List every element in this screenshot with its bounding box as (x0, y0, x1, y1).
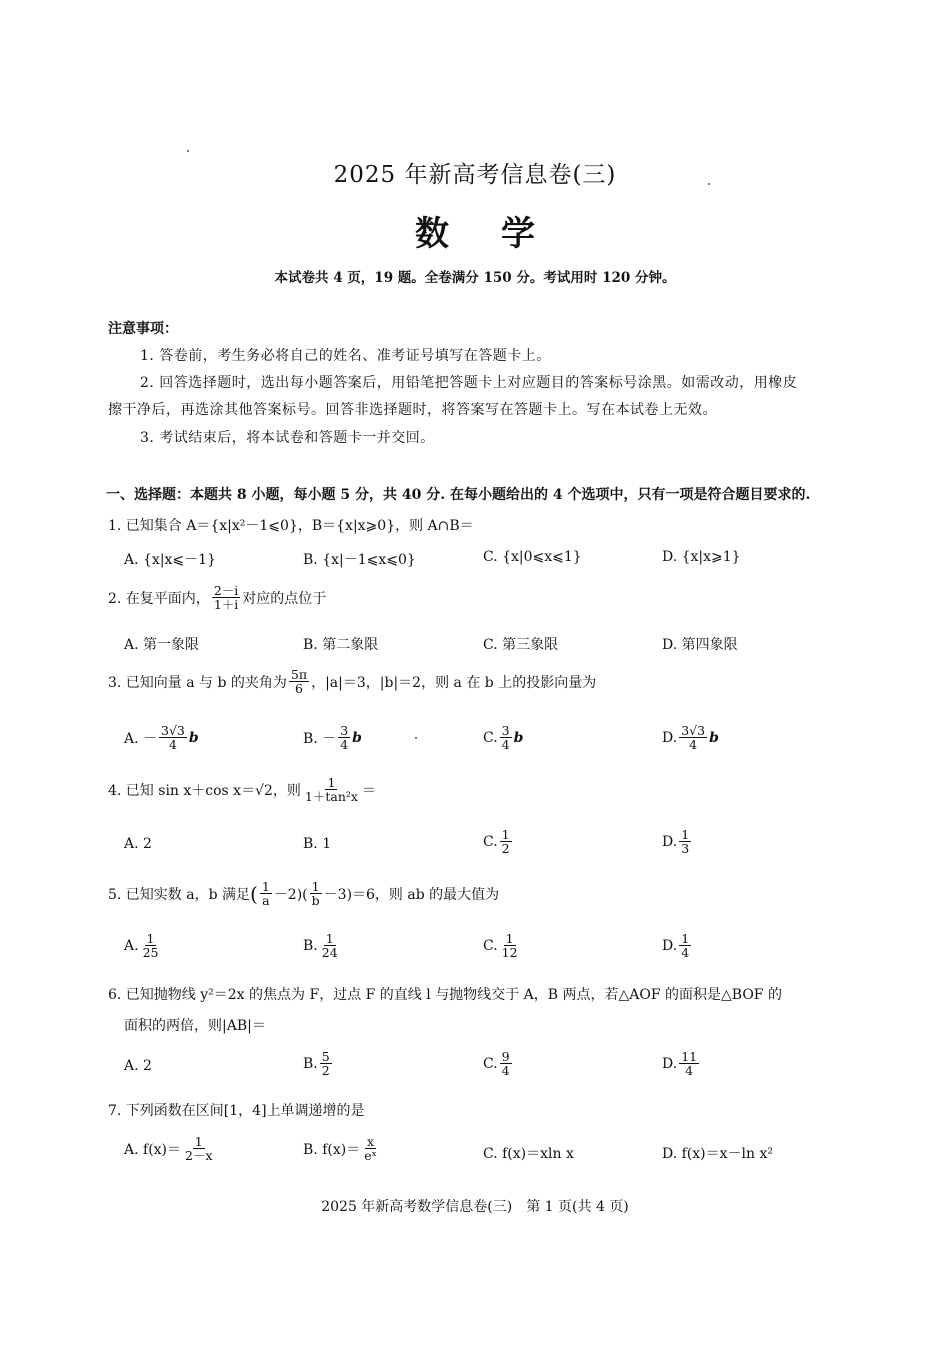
option-fraction (679, 932, 691, 959)
option-fraction (500, 724, 512, 751)
fraction-denominator: a (262, 893, 270, 909)
question-5-stem-post: －3)＝6，则 ab 的最大值为 (323, 886, 500, 903)
fraction-numerator: 1 (505, 931, 514, 946)
fraction-numerator: 3 (501, 723, 510, 738)
option-fraction (338, 724, 350, 751)
notice-item-2-cont: 擦干净后，再选涂其他答案标号。回答非选择题时，将答案写在答题卡上。写在本试卷上无效。 (108, 402, 717, 418)
question-2-option-a: A. 第一象限 (124, 637, 200, 653)
option-label: D. (662, 833, 678, 850)
fraction-numerator: 5 (321, 1049, 330, 1064)
vector-b: b (188, 729, 199, 746)
question-7-option-c (483, 1143, 574, 1163)
question-4-stem (108, 776, 376, 803)
notice-item-3: 3. 考试结束后，将本试卷和答题卡一并交回。 (140, 430, 435, 446)
question-5-middle: －2)( (273, 886, 308, 903)
question-4-option-c (483, 828, 514, 855)
question-5-option-b (303, 932, 342, 959)
question-2-stem (108, 584, 326, 611)
question-1-stem: 1. 已知集合 A＝{x|x²－1⩽0}，B＝{x|x⩾0}，则 A∩B＝ (108, 518, 474, 534)
option-label: B. (303, 1055, 318, 1072)
option-fraction (679, 1050, 699, 1077)
fraction-denominator: 4 (340, 737, 349, 753)
question-2-stem-pre: 2. 在复平面内， (108, 590, 210, 607)
option-fraction (141, 932, 161, 959)
fraction-denominator: 25 (142, 945, 159, 961)
question-5-stem-pre: 5. 已知实数 a，b 满足 (108, 886, 251, 903)
option-label: D. (662, 729, 678, 746)
fraction-numerator: 1 (681, 827, 690, 842)
fraction-denominator: 1＋tan²x (304, 789, 358, 805)
vector-b: b (352, 729, 362, 746)
question-2-stem-post: 对应的点位于 (242, 590, 327, 607)
fraction-denominator: 24 (321, 945, 338, 961)
option-label: B. (303, 937, 318, 954)
question-6-option-a (124, 1058, 152, 1074)
fraction-denominator: 4 (501, 737, 510, 753)
question-1-option-d: D. {x|x⩾1} (662, 549, 741, 565)
fraction-numerator: 3 (340, 723, 349, 738)
question-2-option-b: B. 第二象限 (303, 637, 379, 653)
question-7-stem: 7. 下列函数在区间[1，4]上单调递增的是 (108, 1103, 365, 1119)
question-7-option-d (662, 1143, 773, 1163)
fraction-numerator: x (367, 1134, 375, 1149)
fraction-numerator: 2－i (213, 583, 239, 598)
fraction-denominator: 6 (295, 681, 303, 697)
fraction-numerator: 3√3 (161, 723, 185, 738)
fraction-denominator: 2 (321, 1063, 330, 1079)
option-label: D. f(x)＝x－ln x² (662, 1146, 773, 1162)
option-label: B. 1 (303, 836, 332, 852)
scan-speck (708, 183, 710, 185)
option-label: C. (483, 833, 498, 850)
question-5-option-a (124, 932, 162, 959)
exam-title: 2025 年新高考信息卷(三) (333, 162, 617, 188)
question-2-fraction (212, 584, 240, 611)
page-footer: 2025 年新高考数学信息卷(三) 第 1 页(共 4 页) (321, 1199, 629, 1215)
option-fraction (362, 1135, 379, 1162)
fraction-denominator: eˣ (364, 1148, 377, 1164)
question-5-fraction-1 (260, 880, 272, 907)
question-1-option-b: B. {x|－1⩽x⩽0} (303, 552, 416, 568)
option-fraction (679, 828, 691, 855)
option-label: C. (483, 729, 498, 746)
option-label: D. (662, 937, 678, 954)
fraction-numerator: 1 (146, 931, 155, 946)
question-1-option-c: C. {x|0⩽x⩽1} (483, 549, 582, 565)
option-fraction (500, 828, 512, 855)
fraction-numerator: 9 (501, 1049, 510, 1064)
fraction-denominator: 4 (689, 737, 698, 753)
question-3-stem (108, 668, 596, 695)
option-label: A. － (124, 730, 158, 747)
question-3-stem-pre: 3. 已知向量 a 与 b 的夹角为 (108, 674, 287, 691)
option-label: A. 2 (124, 836, 152, 852)
question-3-option-b (303, 724, 362, 751)
question-3-option-c (483, 724, 523, 751)
fraction-denominator: b (311, 893, 320, 909)
option-label: C. (483, 1055, 498, 1072)
question-3-option-a (124, 724, 199, 751)
option-label: D. (662, 1055, 678, 1072)
fraction-denominator: 4 (681, 945, 690, 961)
question-5-stem (108, 880, 499, 907)
question-6-stem-line-1: 6. 已知抛物线 y²＝2x 的焦点为 F，过点 F 的直线 l 与抛物线交于 A，B 两点，若△AOF 的面积是△BOF 的 (108, 987, 782, 1003)
notice-item-1: 1. 答卷前，考生务必将自己的姓名、准考证号填写在答题卡上。 (140, 348, 551, 364)
fraction-numerator: 1 (311, 879, 320, 894)
scan-speck (415, 737, 417, 739)
option-fraction (159, 724, 187, 751)
question-4-option-b (303, 836, 331, 852)
notice-heading: 注意事项： (108, 321, 178, 337)
question-3-option-d (662, 724, 719, 751)
option-fraction (183, 1135, 215, 1162)
question-1-option-a: A. {x|x⩽－1} (124, 552, 216, 568)
option-label: B. f(x)＝ (303, 1141, 361, 1158)
question-2-option-c: C. 第三象限 (483, 637, 559, 653)
fraction-numerator: 11 (681, 1049, 698, 1064)
fraction-numerator: 3√3 (681, 723, 706, 738)
question-6-option-c (483, 1050, 514, 1077)
question-6-option-d (662, 1050, 701, 1077)
option-fraction (320, 932, 340, 959)
fraction-numerator: 1 (194, 1134, 203, 1149)
vector-b: b (709, 729, 719, 746)
exam-info: 本试卷共 4 页，19 题。全卷满分 150 分。考试用时 120 分钟。 (274, 270, 676, 286)
paren-open: ( (250, 881, 258, 906)
question-4-option-d (662, 828, 693, 855)
option-label: A. (124, 937, 139, 954)
question-6-option-b (303, 1050, 334, 1077)
question-2-option-d: D. 第四象限 (662, 637, 738, 653)
fraction-denominator: 3 (681, 841, 690, 857)
option-label: A. f(x)＝ (124, 1141, 182, 1158)
option-fraction (500, 932, 520, 959)
vector-b: b (513, 729, 524, 746)
fraction-denominator: 1＋i (213, 597, 239, 613)
question-4-stem-pre: 4. 已知 sin x＋cos x＝√2，则 (108, 782, 301, 799)
fraction-denominator: 12 (501, 945, 518, 961)
question-6-stem-line-2: 面积的两倍，则|AB|＝ (124, 1018, 266, 1034)
option-fraction (500, 1050, 512, 1077)
option-label: A. 2 (124, 1058, 152, 1074)
fraction-numerator: 1 (501, 827, 510, 842)
question-4-stem-post: ＝ (361, 782, 376, 799)
fraction-numerator: 1 (261, 879, 270, 894)
fraction-denominator: 4 (685, 1063, 694, 1079)
subject-title: 数学 (415, 214, 587, 254)
question-5-fraction-2 (310, 880, 322, 907)
fraction-denominator: 2－x (185, 1148, 213, 1164)
fraction-numerator: 1 (681, 931, 690, 946)
option-label: B. － (303, 730, 337, 747)
question-5-option-c (483, 932, 522, 959)
fraction-denominator: 4 (168, 737, 177, 753)
option-label: C. f(x)＝xln x (483, 1146, 574, 1162)
question-7-option-b (303, 1135, 381, 1162)
option-label: C. (483, 937, 498, 954)
section-heading: 一、选择题：本题共 8 小题，每小题 5 分，共 40 分. 在每小题给出的 4 个选项中，只有一项是符合题目要求的. (106, 487, 811, 503)
fraction-numerator: 1 (325, 931, 334, 946)
fraction-numerator: 1 (327, 775, 336, 790)
question-5-option-d (662, 932, 693, 959)
question-3-stem-post: ，|a|＝3，|b|＝2，则 a 在 b 上的投影向量为 (311, 674, 597, 691)
option-fraction (679, 724, 707, 751)
question-4-fraction (303, 776, 360, 803)
fraction-denominator: 4 (501, 1063, 510, 1079)
question-4-option-a (124, 836, 152, 852)
question-3-fraction (289, 668, 309, 695)
question-7-option-a (124, 1135, 217, 1162)
scan-speck (187, 150, 189, 152)
option-fraction (320, 1050, 332, 1077)
fraction-numerator: 5π (290, 667, 308, 682)
fraction-denominator: 2 (501, 841, 510, 857)
notice-item-2: 2. 回答选择题时，选出每小题答案后，用铅笔把答题卡上对应题目的答案标号涂黑。如需改动，用橡皮 (140, 375, 798, 391)
